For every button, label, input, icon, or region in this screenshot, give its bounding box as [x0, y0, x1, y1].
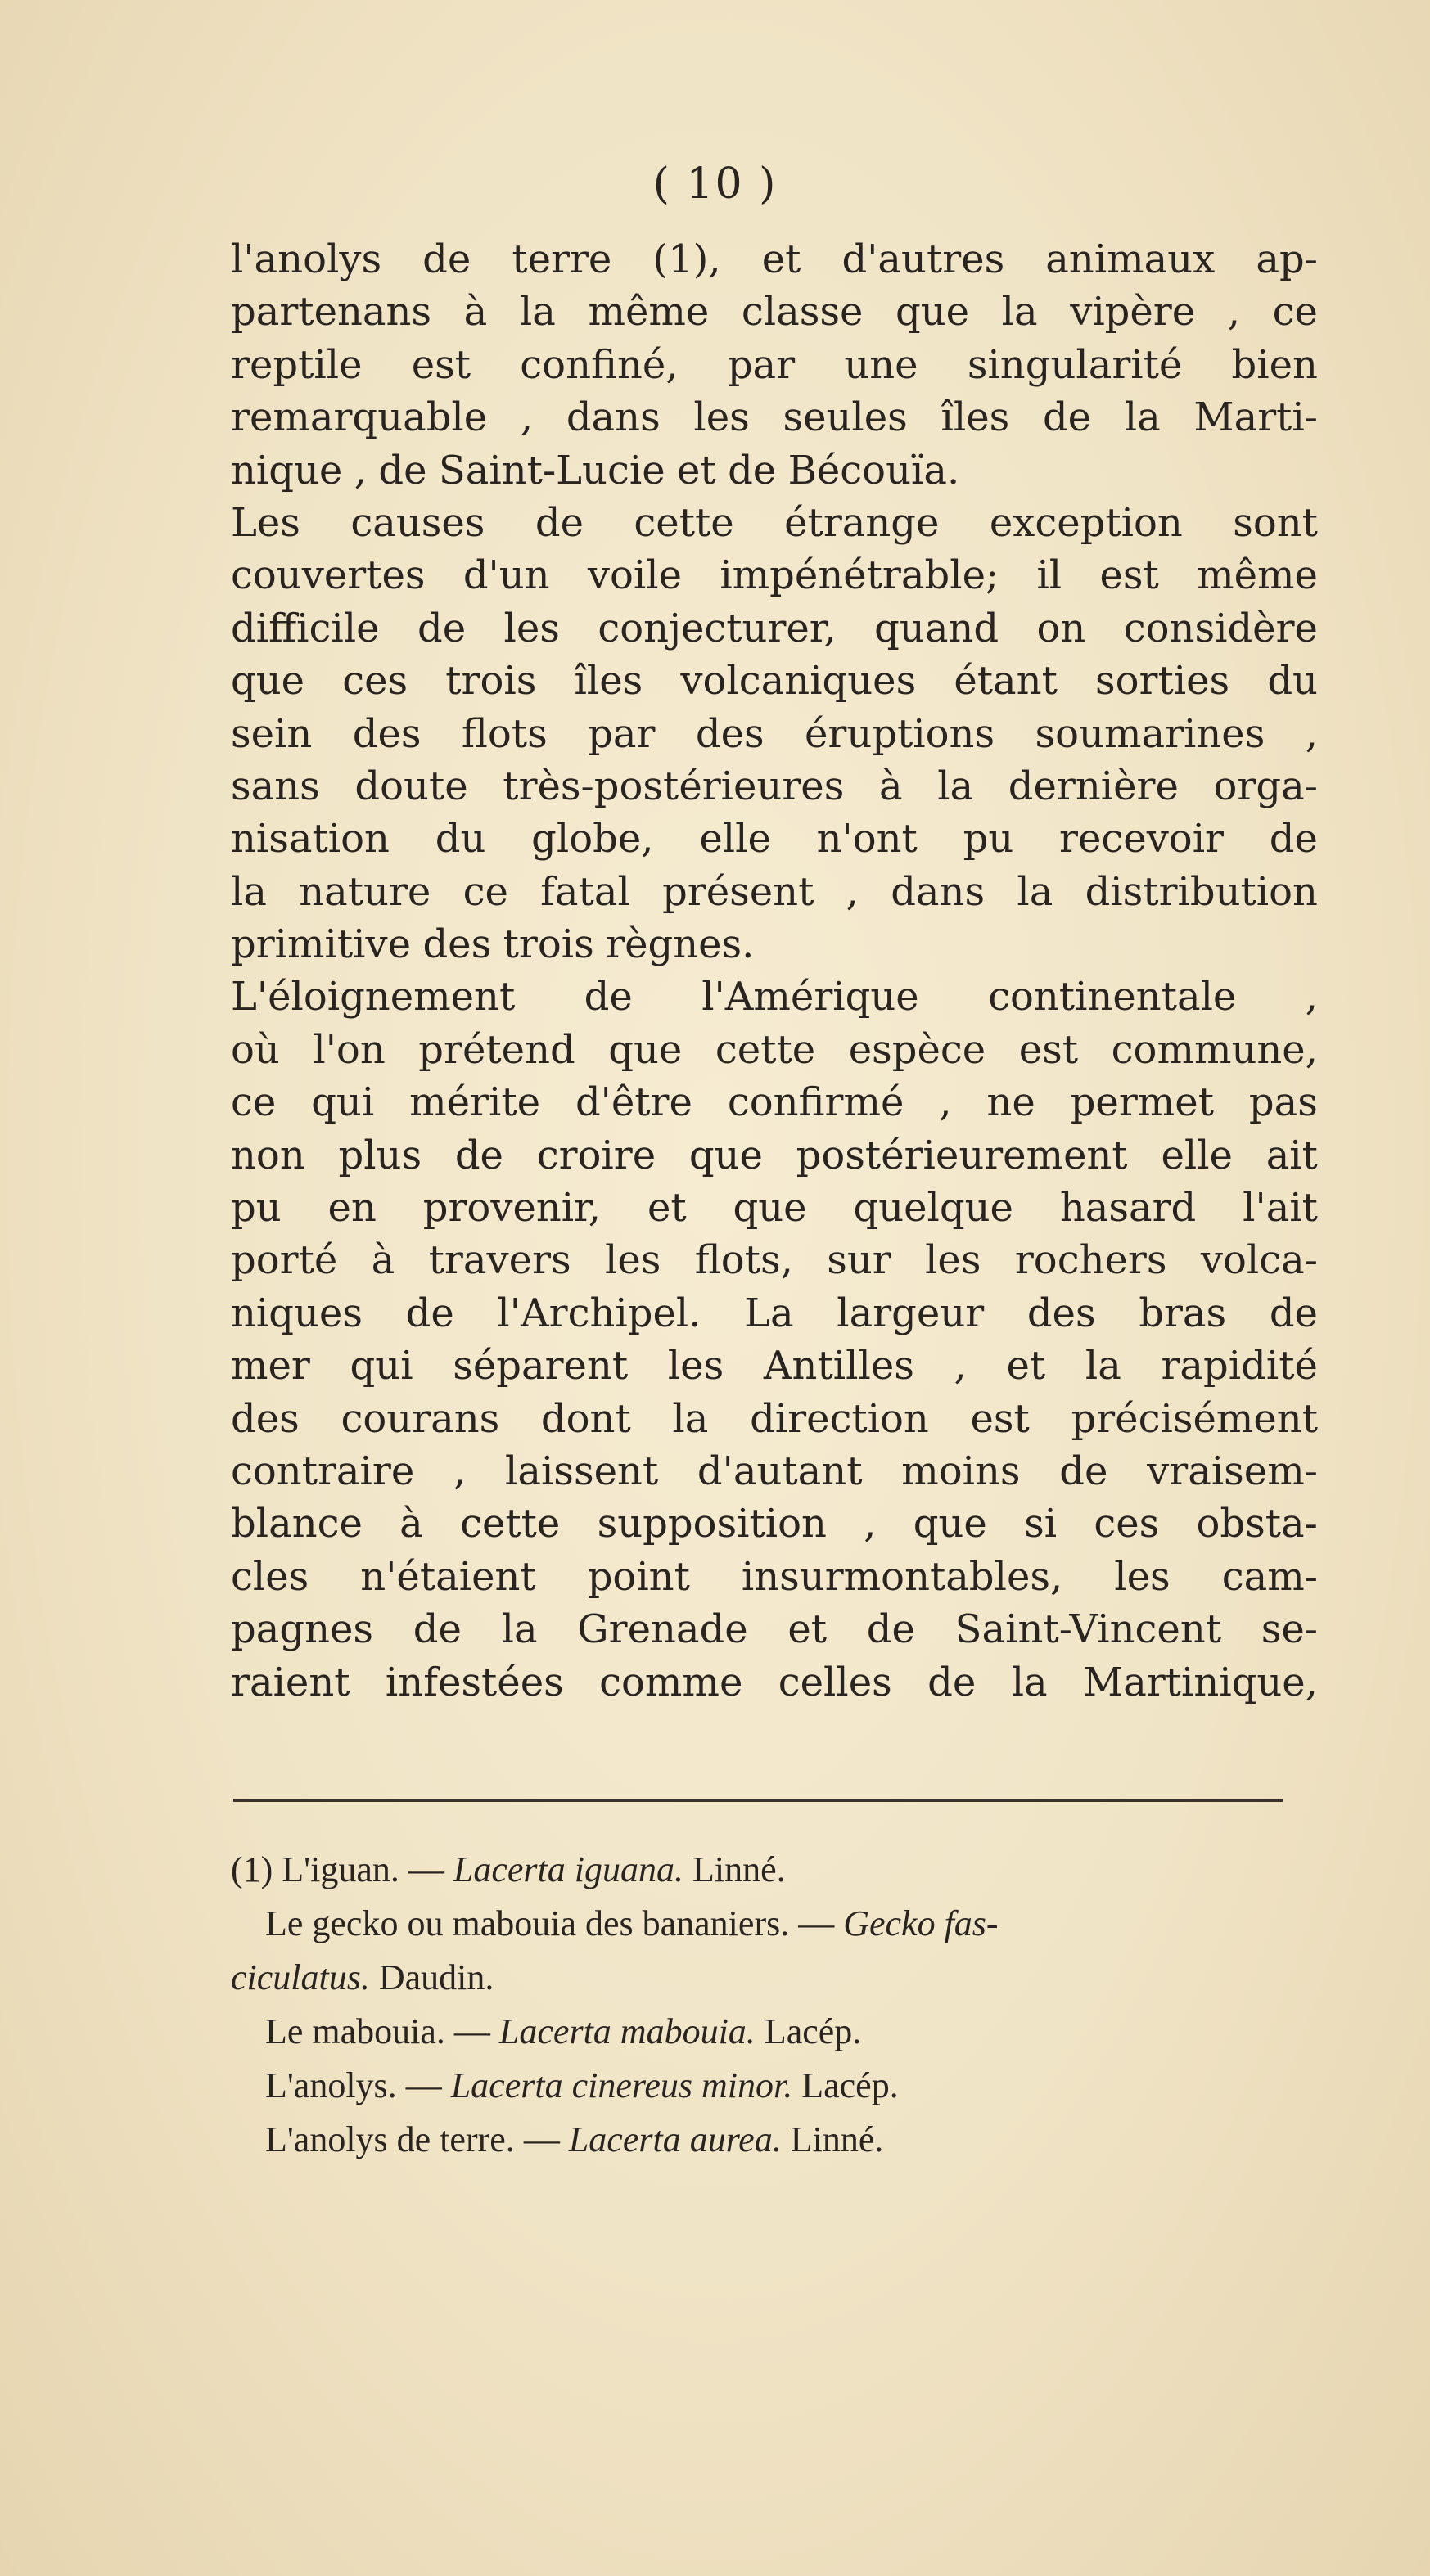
word: n'ont — [816, 816, 918, 862]
word: terre — [512, 236, 612, 282]
word: animaux — [1045, 236, 1216, 282]
word: précisément — [1071, 1395, 1318, 1442]
word: postérieurement — [796, 1132, 1128, 1178]
word: laissent — [504, 1448, 659, 1494]
word: la — [1011, 1659, 1048, 1705]
word: étrange — [784, 499, 940, 546]
word: fatal — [540, 868, 630, 915]
footnotes — [231, 1843, 1319, 2167]
word: quelque — [853, 1185, 1013, 1232]
word: d'autant — [697, 1448, 863, 1494]
word: elle — [1161, 1132, 1233, 1178]
word: , — [846, 868, 859, 915]
word: confirmé — [727, 1079, 904, 1126]
word: la — [672, 1395, 709, 1442]
word: d'être — [575, 1079, 692, 1126]
word: plus — [338, 1132, 422, 1178]
text-line — [231, 286, 1318, 338]
word: La — [744, 1290, 794, 1336]
word: Martinique, — [1083, 1659, 1318, 1705]
word: de — [728, 447, 777, 493]
word: espèce — [848, 1026, 986, 1073]
word: , — [864, 1501, 877, 1547]
footnote-line: L'anolys de terre. — Lacerta aurea. Linné. — [265, 2119, 884, 2159]
word: à — [371, 1237, 395, 1284]
word: et — [676, 447, 716, 493]
word: Les — [231, 499, 300, 546]
text-line — [231, 1182, 1318, 1234]
word: prétend — [418, 1026, 575, 1073]
word: causes — [350, 499, 485, 546]
word: îles — [574, 658, 643, 705]
text-line — [231, 1234, 1318, 1286]
word: de — [454, 1132, 503, 1178]
word: continentale — [988, 974, 1237, 1020]
word: Bécouïa. — [787, 447, 960, 493]
word: porté — [231, 1237, 338, 1284]
word: cette — [460, 1501, 561, 1547]
word: partenans — [231, 289, 432, 336]
word: est — [411, 341, 471, 388]
word: les — [925, 1237, 981, 1284]
word: et — [1006, 1343, 1046, 1389]
word: présent — [662, 868, 814, 915]
word: de — [866, 1606, 915, 1653]
word: rapidité — [1161, 1343, 1318, 1389]
word: permet — [1070, 1079, 1214, 1126]
word: obsta- — [1196, 1501, 1318, 1547]
word: l'Amérique — [701, 974, 919, 1020]
word: les — [604, 1237, 661, 1284]
word: cam- — [1221, 1553, 1318, 1600]
word: séparent — [453, 1343, 629, 1389]
word: sont — [1233, 499, 1318, 546]
word: distribution — [1085, 868, 1318, 915]
word: direction — [750, 1395, 929, 1442]
word: travers — [428, 1237, 571, 1284]
word: flots, — [694, 1237, 793, 1284]
word: remarquable — [231, 394, 488, 441]
word: îles — [941, 394, 1010, 441]
word: de — [417, 605, 467, 651]
word: Grenade — [577, 1606, 748, 1653]
word: bras — [1139, 1290, 1227, 1336]
text-line — [231, 1445, 1318, 1497]
page-number: ( 10 ) — [652, 160, 778, 209]
word: à — [878, 763, 903, 809]
word: en — [327, 1185, 377, 1232]
word: raient — [231, 1659, 350, 1705]
word: dans — [566, 394, 661, 441]
word: ce — [231, 1079, 277, 1126]
word: non — [231, 1132, 305, 1178]
word: exception — [989, 499, 1183, 546]
word: doute — [354, 763, 468, 809]
text-line — [231, 918, 1318, 971]
word: la — [501, 1606, 538, 1653]
word: les — [667, 1343, 724, 1389]
word: (1), — [652, 236, 721, 282]
body-text — [231, 233, 1318, 1709]
word: rochers — [1014, 1237, 1167, 1284]
word: de — [1042, 394, 1092, 441]
text-line — [231, 391, 1318, 444]
word: , — [1305, 974, 1318, 1020]
word: dernière — [1008, 763, 1179, 809]
word: pu — [963, 816, 1014, 862]
footnote-line: Le mabouia. — Lacerta mabouia. Lacép. — [265, 2011, 862, 2051]
word: orga- — [1213, 763, 1318, 809]
word: du — [1267, 658, 1318, 705]
word: blance — [231, 1501, 363, 1547]
word: ap- — [1256, 236, 1318, 282]
word: reptile — [231, 341, 363, 388]
word: sans — [231, 763, 320, 809]
word: des — [695, 710, 765, 757]
word: commune, — [1111, 1026, 1318, 1073]
text-line — [231, 1287, 1318, 1340]
word: ne — [986, 1079, 1035, 1126]
word: , — [453, 1448, 467, 1494]
word: que — [608, 1026, 683, 1073]
word: considère — [1123, 605, 1318, 651]
word: recevoir — [1059, 816, 1224, 862]
word: qui — [311, 1079, 375, 1126]
word: trois — [503, 921, 594, 968]
text-line — [231, 760, 1318, 813]
text-line — [231, 1656, 1318, 1709]
word: ces — [342, 658, 408, 705]
word: la — [519, 289, 556, 336]
text-line — [231, 708, 1318, 760]
word: comme — [599, 1659, 743, 1705]
word: L'éloignement — [231, 974, 516, 1020]
word: pagnes — [231, 1606, 374, 1653]
word: voile — [587, 552, 682, 599]
text-line — [231, 971, 1318, 1023]
word: de — [584, 974, 633, 1020]
word: d'un — [462, 552, 550, 599]
word: des — [231, 1395, 300, 1442]
text-line — [231, 866, 1318, 918]
word: dans — [891, 868, 986, 915]
word: et — [761, 236, 801, 282]
word: soumarines — [1035, 710, 1265, 757]
word: croire — [536, 1132, 656, 1178]
word: même — [1197, 552, 1318, 599]
word: la — [937, 763, 974, 809]
text-line — [231, 1551, 1318, 1603]
text-line — [231, 1076, 1318, 1128]
footnote-line: ciculatus. Daudin. — [231, 1957, 494, 1997]
word: de — [1059, 1448, 1108, 1494]
word: , — [939, 1079, 952, 1126]
word: courans — [341, 1395, 500, 1442]
word: Saint-Lucie — [438, 447, 665, 493]
footnote-divider — [233, 1799, 1283, 1802]
word: à — [399, 1501, 423, 1547]
word: largeur — [837, 1290, 985, 1336]
word: infestées — [385, 1659, 564, 1705]
text-line — [231, 602, 1318, 655]
word: nisation — [231, 816, 390, 862]
text-line — [231, 1024, 1318, 1076]
word: couvertes — [231, 552, 426, 599]
word: que — [895, 289, 970, 336]
word: la — [231, 868, 267, 915]
word: se- — [1261, 1606, 1318, 1653]
word: difficile — [231, 605, 380, 651]
word: , — [954, 1343, 967, 1389]
text-line — [231, 813, 1318, 865]
word: primitive — [231, 921, 412, 968]
word: une — [844, 341, 918, 388]
word: ces — [1094, 1501, 1160, 1547]
word: où — [231, 1026, 280, 1073]
word: volcaniques — [680, 658, 917, 705]
word: est — [1099, 552, 1159, 599]
word: singularité — [967, 341, 1183, 388]
text-line — [231, 549, 1318, 601]
word: bien — [1231, 341, 1318, 388]
word: la — [1124, 394, 1161, 441]
word: niques — [231, 1290, 363, 1336]
word: celles — [778, 1659, 892, 1705]
word: est — [1018, 1026, 1079, 1073]
word: vipère — [1070, 289, 1196, 336]
text-line — [231, 1129, 1318, 1182]
word: provenir, — [422, 1185, 602, 1232]
word: les — [503, 605, 560, 651]
word: de — [413, 1606, 462, 1653]
word: de — [1269, 816, 1318, 862]
text-line — [231, 1393, 1318, 1445]
word: classe — [741, 289, 864, 336]
text-line — [231, 1603, 1318, 1655]
word: de — [405, 1290, 454, 1336]
word: trois — [445, 658, 537, 705]
word: nature — [299, 868, 431, 915]
word: par — [588, 710, 656, 757]
word: des — [422, 921, 492, 968]
word: de — [378, 447, 427, 493]
word: que — [231, 658, 305, 705]
word: hasard — [1059, 1185, 1197, 1232]
word: l'anolys — [231, 236, 382, 282]
word: des — [1026, 1290, 1096, 1336]
word: supposition — [597, 1501, 827, 1547]
word: impénétrable; — [720, 552, 999, 599]
word: elle — [699, 816, 771, 862]
word: insurmontables, — [741, 1553, 1063, 1600]
word: la — [1001, 289, 1038, 336]
word: sorties — [1095, 658, 1230, 705]
word: , — [520, 394, 534, 441]
word: mérite — [409, 1079, 541, 1126]
word: les — [693, 394, 750, 441]
word: n'étaient — [360, 1553, 536, 1600]
word: seules — [783, 394, 908, 441]
word: les — [1114, 1553, 1171, 1600]
word: pu — [231, 1185, 282, 1232]
word: d'autres — [841, 236, 1005, 282]
word: , — [1227, 289, 1241, 336]
word: conjecturer, — [598, 605, 837, 651]
text-line — [231, 497, 1318, 549]
word: de — [535, 499, 584, 546]
word: confiné, — [520, 341, 679, 388]
word: Marti- — [1193, 394, 1318, 441]
word: que — [733, 1185, 807, 1232]
word: que — [688, 1132, 763, 1178]
word: , — [354, 447, 367, 493]
word: règnes. — [606, 921, 755, 968]
footnote-line: Le gecko ou mabouia des bananiers. — Gecko fas- — [265, 1903, 999, 1943]
word: il — [1036, 552, 1062, 599]
word: cette — [715, 1026, 816, 1073]
word: point — [587, 1553, 690, 1600]
word: ait — [1265, 1132, 1318, 1178]
word: la — [1085, 1343, 1121, 1389]
word: mer — [231, 1343, 310, 1389]
word: étant — [954, 658, 1058, 705]
word: éruptions — [805, 710, 995, 757]
word: l'ait — [1243, 1185, 1318, 1232]
word: flots — [461, 710, 548, 757]
word: est — [970, 1395, 1030, 1442]
word: l'on — [313, 1026, 386, 1073]
word: pas — [1248, 1079, 1318, 1126]
word: cette — [634, 499, 734, 546]
word: et — [787, 1606, 828, 1653]
word: ce — [462, 868, 508, 915]
footnote-line: (1) L'iguan. — Lacerta iguana. Linné. — [231, 1849, 786, 1889]
word: à — [463, 289, 488, 336]
word: nique — [231, 447, 343, 493]
text-line — [231, 233, 1318, 286]
word: et — [647, 1185, 687, 1232]
word: Antilles — [763, 1343, 914, 1389]
word: que — [913, 1501, 987, 1547]
word: la — [1017, 868, 1053, 915]
word: vraisem- — [1147, 1448, 1318, 1494]
word: des — [352, 710, 422, 757]
text-line — [231, 444, 1318, 497]
word: de — [1269, 1290, 1318, 1336]
footnote-line: L'anolys. — Lacerta cinereus minor. Lacép. — [265, 2065, 899, 2105]
word: quand — [874, 605, 999, 651]
word: l'Archipel. — [497, 1290, 701, 1336]
word: cles — [231, 1553, 309, 1600]
text-line — [231, 339, 1318, 391]
word: volca- — [1200, 1237, 1318, 1284]
word: très-postérieures — [503, 763, 845, 809]
word: de — [927, 1659, 977, 1705]
word: qui — [350, 1343, 413, 1389]
text-line — [231, 1340, 1318, 1392]
word: sur — [827, 1237, 891, 1284]
word: par — [727, 341, 796, 388]
word: Saint-Vincent — [954, 1606, 1222, 1653]
text-line — [231, 655, 1318, 707]
word: contraire — [231, 1448, 415, 1494]
word: , — [1305, 710, 1318, 757]
word: même — [588, 289, 710, 336]
word: dont — [540, 1395, 631, 1442]
word: si — [1024, 1501, 1058, 1547]
word: moins — [901, 1448, 1021, 1494]
word: sein — [231, 710, 313, 757]
word: globe, — [531, 816, 654, 862]
word: on — [1036, 605, 1086, 651]
text-line — [231, 1497, 1318, 1550]
word: ce — [1272, 289, 1318, 336]
word: de — [422, 236, 471, 282]
word: du — [435, 816, 486, 862]
